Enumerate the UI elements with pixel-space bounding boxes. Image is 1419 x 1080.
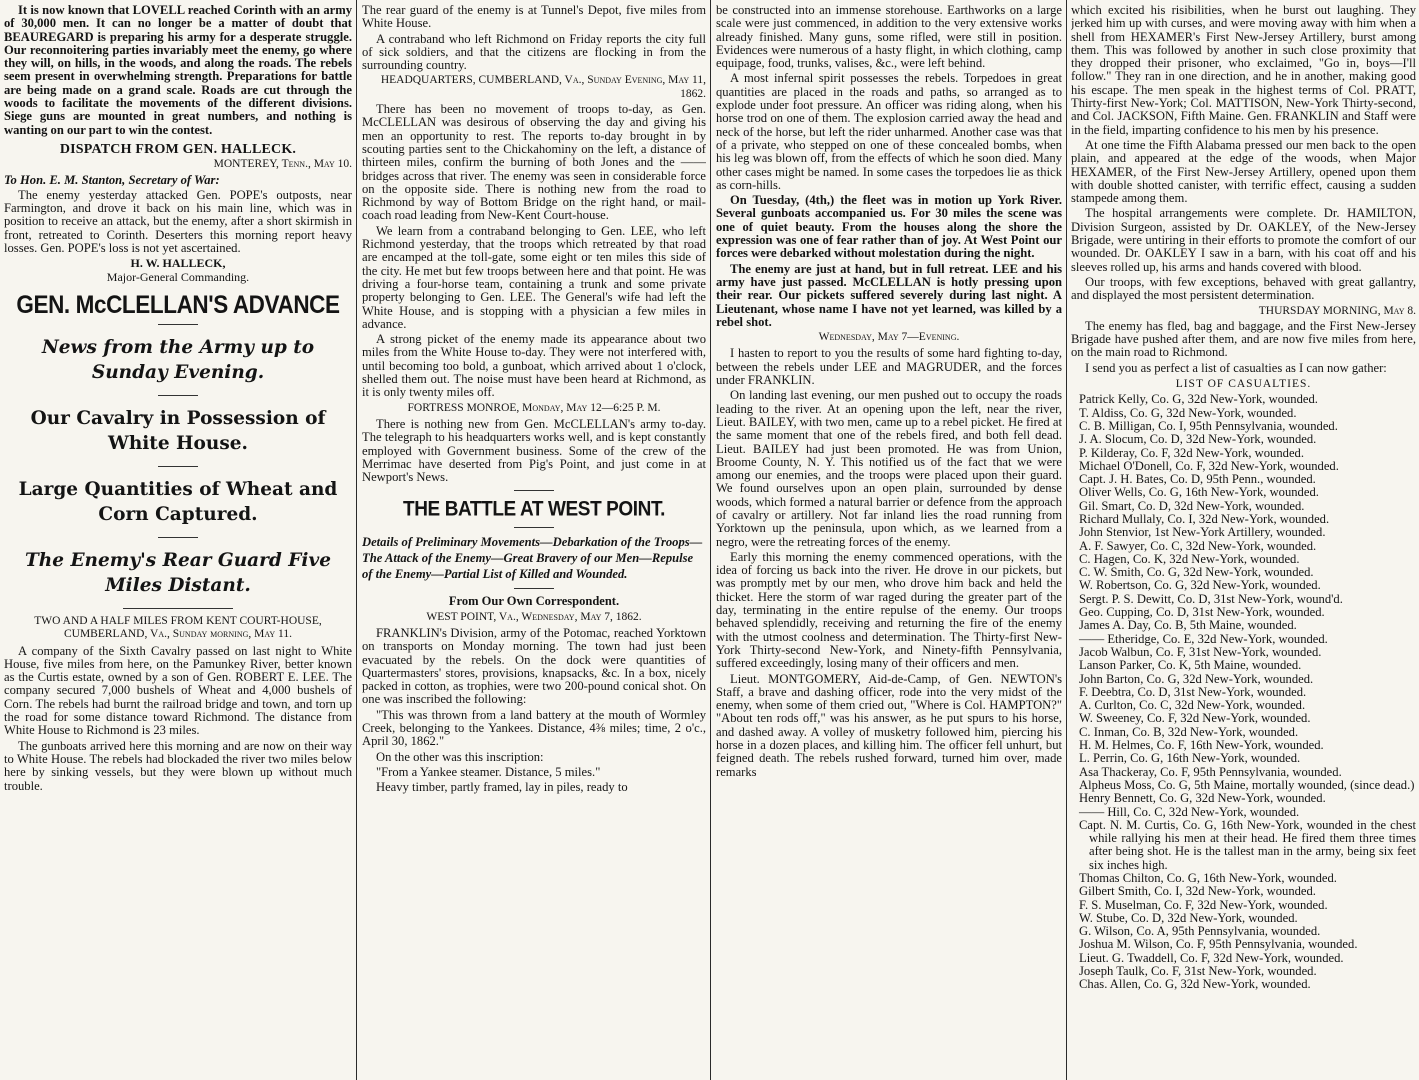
casualty-entry: Patrick Kelly, Co. G, 32d New-York, wounded. [1079, 392, 1318, 407]
article-dateline: WEST POINT, Va., Wednesday, May 7, 1862. [426, 610, 642, 623]
casualty-entry: L. Perrin, Co. G, 16th New-York, wounded. [1079, 751, 1301, 766]
divider [158, 395, 198, 396]
deck-news-from-army: News from the Army up to Sunday Evening. [41, 336, 315, 383]
correspondent-credit: From Our Own Correspondent. [448, 594, 620, 609]
divider [158, 537, 198, 538]
casualty-entry: James A. Day, Co. B, 5th Maine, wounded. [1079, 618, 1297, 633]
casualty-entry: Joseph Taulk, Co. F, 31st New-York, wounded. [1079, 964, 1317, 979]
casualty-entry: Lanson Parker, Co. K, 5th Maine, wounded. [1079, 658, 1302, 673]
dispatch-heading: DISPATCH FROM GEN. HALLECK. [59, 141, 297, 157]
article-dateline: HEADQUARTERS, CUMBERLAND, Va., Sunday Evening, May 11, 1862. [380, 74, 706, 100]
casualty-entry: Thomas Chilton, Co. G, 16th New-York, wounded. [1079, 871, 1337, 885]
divider [158, 324, 198, 325]
divider [123, 608, 233, 609]
article-paragraph: A strong picket of the enemy made its appearance about two miles from the White House to-day. They were not interfered with, until becoming too bold, a gunboat, which arrived about 1 o'clock, shelled them out. The noise must have been heard at Richmond, as it is only twenty miles off. [362, 332, 706, 400]
casualty-entry: Jacob Walbun, Co. F, 31st New-York, wounded. [1079, 644, 1322, 659]
casualty-entry: —— Etheridge, Co. E, 32d New-York, wounded. [1079, 631, 1328, 646]
casualty-entry: A. F. Sawyer, Co. C, 32d New-York, wounded. [1079, 538, 1317, 553]
dispatch-dateline: MONTEREY, Tenn., May 10. [213, 158, 352, 171]
article-paragraph: There has been no movement of troops to-day, as Gen. McCLELLAN was desirous of observing the day and giving his men an opportunity to rest. The reports to-day brought in by scouting parties sent to the Chickahominy on the left, a distance of thirteen miles, confirm the burning of both Jones and the —— bridges across that river. The enemy was seen in considerable force on the opposite side. There is nothing new from the road to Richmond by way of Bottom Bridge on the right hand, or mail-coach road leading from New-Kent Court-house. [362, 102, 706, 223]
column-rule [710, 0, 711, 1080]
article-paragraph: On the other was this inscription: [376, 749, 544, 764]
casualty-list [1071, 393, 1416, 991]
casualty-entry: W. Stube, Co. D, 32d New-York, wounded. [1079, 910, 1298, 925]
casualty-entry: Alpheus Moss, Co. G, 5th Maine, mortally wounded, (since dead.) [1079, 777, 1415, 792]
dispatch-body: The enemy yesterday attacked Gen. POPE's outposts, near Farmington, and drove it back on his main line, which was in position to receive an attack, but the enemy, after a short skirmish in front, retreated to Corinth. Deserters this morning report heavy losses. Gen. POPE's loss is not yet ascertained. [4, 187, 352, 256]
article-paragraph: The enemy has fled, bag and baggage, and the First New-Jersey Brigade have pushed after them, and are now five miles from here, on the main road to Richmond. [1071, 318, 1416, 360]
casualty-entry: Oliver Wells, Co. G, 16th New-York, wounded. [1079, 485, 1319, 500]
article-paragraph: which excited his risibilities, when he burst out laughing. They jerked him up with curses, and were moving away with him when a shell from HEXAMER's First New-Jersey Artillery, burst among them. This was followed by another in such close proximity that they dropped their prisoner, who exclaimed, "Go in, boys—I'll follow." They ran in one direction, and he in another, making good his escape. The men speak in the highest terms of Col. PRATT, Thirty-first New-York; Col. MATTISON, New-York Thirty-second, and Col. JACKSON, Fifth Maine. Gen. FRANKLIN and Staff were in the field, imparting confidence to his men by his presence. [1071, 4, 1416, 137]
article-paragraph: FRANKLIN's Division, army of the Potomac, reached Yorktown on transports on Monday morning. The town had just been evacuated by the rebels. On the dock were quantities of Quartermasters' stores, provisions, knapsacks, &c. In a box, nicely packed in cotton, as trophies, were two 200-pound conical shot. On one was inscribed the following: [362, 625, 706, 707]
casualty-entry: C. Hagen, Co. K, 32d New-York, wounded. [1079, 551, 1300, 566]
article-paragraph: A company of the Sixth Cavalry passed on last night to White House, five miles from here, on the Pamunkey River, better known as the Curtis estate, owned by a son of Gen. ROBERT E. LEE. The company secured 7,000 bushels of Wheat and 4,000 bushels of Corn. The rebels had burnt the railroad bridge and town, and torn up the road for some distance toward Richmond. The distance from White House to Richmond is 23 miles. [4, 643, 352, 738]
article-paragraph: I send you as perfect a list of casualties as I can now gather: [1085, 360, 1387, 375]
article-paragraph: There is nothing new from Gen. McCLELLAN's army to-day. The telegraph to his headquarters works well, and is kept constantly employed with Government business. Some of the crew of the Merrimac have deserted from Pig's Point, and just come in at Newport's News. [362, 416, 706, 485]
casualty-entry: P. Kilderay, Co. F, 32d New-York, wounded. [1079, 445, 1304, 460]
casualty-entry: Geo. Cupping, Co. D, 31st New-York, wounded. [1079, 605, 1325, 620]
article-paragraph: Heavy timber, partly framed, lay in piles, ready to [376, 780, 628, 795]
divider [514, 527, 554, 528]
casualty-entry: A. Curlton, Co. C, 32d New-York, wounded. [1079, 698, 1306, 713]
article-dateline: TWO AND A HALF MILES FROM KENT COURT-HOUSE, CUMBERLAND, Va., Sunday morning, May 11. [34, 614, 322, 641]
article-paragraph: The hospital arrangements were complete. Dr. HAMILTON, Division Surgeon, assisted by Dr. OAKLEY, of the New-Jersey Brigade, were untiring in their efforts to promote the comfort of our wounded. Dr. OAKLEY I saw in a barn, with his coat off and his sleeves rolled up, his arms and hands covered with blood. [1071, 206, 1416, 274]
casualty-entry: G. Wilson, Co. A, 95th Pennsylvania, wounded. [1079, 924, 1321, 939]
article-paragraph: On landing last evening, our men pushed out to occupy the roads leading to the river. At an opening upon the left, near the river, Lieut. BAILEY, with two men, came up to a rebel picket. He fired at the same moment that one of the rebels fired, and both fell dead. Lieut. BAILEY had just been promoted. He was from Union, Broome County, N. Y. This notified us of the fact that we were among our enemies, and the troops were placed upon their guard. We found ourselves upon an open plain, surrounded by dense woods, which formed a natural barrier or defence from the approach of cavalry or artillery. Not far inland lies the road running from Yorktown up the peninsula, upon which, as we learned from a negro, were the retreating forces of the enemy. [716, 388, 1062, 549]
deck-rear-guard: The Enemy's Rear Guard Five Miles Distant. [25, 549, 331, 596]
casualty-entry: Joshua M. Wilson, Co. F, 95th Pennsylvania, wounded. [1079, 937, 1358, 952]
article-paragraph: At one time the Fifth Alabama pressed our men back to the open plain, and appeared at the edge of the woods, when Major HEXAMER, of the First New-Jersey Artillery, opened upon them with double shotted canister, with terrific effect, causing a sudden stampede among them. [1071, 137, 1416, 206]
dispatch-salutation: To Hon. E. M. Stanton, Secretary of War: [4, 172, 220, 187]
article-paragraph: I hasten to report to you the results of some hard fighting to-day, between the rebels under LEE and MAGRUDER, and the forces under FRANKLIN. [716, 346, 1062, 388]
dispatch-signature-title: Major-General Commanding. [106, 269, 250, 284]
column-rule [356, 0, 357, 1080]
casualty-entry: John Stenvior, 1st New-York Artillery, wounded. [1079, 525, 1326, 540]
divider [514, 588, 554, 589]
column-rule [1066, 0, 1067, 1080]
article-paragraph: Early this morning the enemy commenced operations, with the idea of forcing us back into the river. He drove in our pickets, but was promptly met by our men, who drove him back and held the thicket. Here the storm of war raged during the greater part of the day, terminating in the entire repulse of the enemy. Our troops behaved splendidly, receiving and returning the fire of the enemy with the utmost coolness and determination. The Thirty-first New-York Thirty-second New-York, and Ninety-fifth Pennsylvania, suffered exceedingly, losing many of their officers and men. [716, 549, 1062, 671]
deck-wheat-corn: Large Quantities of Wheat and Corn Captured. [18, 478, 338, 525]
casualty-entry: W. Sweeney, Co. F, 32d New-York, wounded. [1079, 711, 1311, 726]
article-paragraph: The enemy are just at hand, but in full retreat. LEE and his army have just passed. McCLELLAN is hotly pressing upon their rear. Our pickets suffered severely during last night. A Lieutenant, whose name I have not yet learned, was killed by a rebel shot. [716, 261, 1062, 329]
casualty-entry: Michael O'Donell, Co. F, 32d New-York, wounded. [1079, 458, 1339, 473]
casualty-entry: C. W. Smith, Co. G, 32d New-York, wounded. [1079, 565, 1314, 580]
casualty-entry: Lieut. G. Twaddell, Co. F, 32d New-York, wounded. [1079, 950, 1344, 965]
intro-paragraph: It is now known that LOVELL reached Corinth with an army of 30,000 men. It can no longer be a matter of doubt that BEAUREGARD is preparing his army for a desperate struggle. Our reconnoitering parties invariably meet the enemy, go where they will, on hills, in the woods, and along the roads. The rebels seem present in overwhelming strength. Preparations for battle are being made on a grand scale. Roads are cut through the woods to facilitate the movements of the different divisions. Siege guns are mounted in great numbers, and nothing is wanting on our part to win the contest. [4, 4, 352, 137]
article-paragraph: A contraband who left Richmond on Friday reports the city full of sick soldiers, and that the citizens are flocking in from the surrounding country. [362, 31, 706, 73]
casualty-entry: C. B. Milligan, Co. I, 95th Pennsylvania, wounded. [1079, 418, 1338, 433]
article-paragraph: We learn from a contraband belonging to Gen. LEE, who left Richmond yesterday, that the troops which retreated by that road are encamped at the toll-gate, some eight or ten miles this side of the city. He met but few troops between here and that point. He was driving a four-horse team, containing a trunk and some private property belonging to Gen. LEE. The General's wife had left the White House, and is stopping with a physician a few miles in advance. [362, 223, 706, 331]
casualty-entry: —— Hill, Co. C, 32d New-York, wounded. [1079, 804, 1300, 819]
casualty-entry: J. A. Slocum, Co. D, 32d New-York, wounded. [1079, 432, 1317, 447]
casualty-entry: Capt. N. M. Curtis, Co. G, 16th New-York, wounded in the chest while rallying his men at their head. He fired them three times after being shot. He is the tallest man in the army, being six feet six inches high. [1079, 817, 1416, 872]
deck-cavalry: Our Cavalry in Possession of White House. [30, 407, 326, 454]
divider [158, 466, 198, 467]
article-dateline: Wednesday, May 7—Evening. [818, 331, 960, 344]
casualty-entry: Henry Bennett, Co. G, 32d New-York, wounded. [1079, 791, 1326, 806]
article-paragraph: The rear guard of the enemy is at Tunnel's Depot, five miles from White House. [362, 4, 706, 31]
casualty-entry: H. M. Helmes, Co. F, 16th New-York, wounded. [1079, 738, 1324, 753]
article-paragraph: be constructed into an immense storehouse. Earthworks on a large scale were just commenced, in addition to the very extensive works already finished. Many guns, some rifled, were still in position. Evidences were numerous of a hasty flight, in which clothing, camp equipage, food, trunks, valises, &c., were left behind. [716, 4, 1062, 71]
main-headline: GEN. McCLELLAN'S ADVANCE [16, 290, 340, 319]
article-paragraph: Lieut. MONTGOMERY, Aid-de-Camp, of Gen. NEWTON's Staff, a brave and dashing officer, rode into the very midst of the enemy, when some of them cried out, "Where is Col. HAMPTON?" "About ten rods off," was his answer, as he put spurs to his horse, and dashed away. A volley of musketry followed him, piercing his horse in a dozen places, and killing him. The officer fell unhurt, but feigned death. The rebels rushed forward, turned him over, made remarks [716, 671, 1062, 779]
quoted-inscription: "This was thrown from a land battery at the mouth of Wormley Creek, belonging to the Yankees. Distance, 4⅜ miles; time, 2 o'c., April 30, 1862." [362, 707, 706, 749]
casualty-entry: Capt. J. H. Bates, Co. D, 95th Penn., wounded. [1079, 472, 1316, 487]
casualty-entry: F. S. Muselman, Co. F, 32d New-York, wounded. [1079, 897, 1328, 912]
article-paragraph: Our troops, with few exceptions, behaved with great gallantry, and displayed the most persistent determination. [1071, 274, 1416, 303]
column-1 [4, 4, 352, 1076]
casualty-list-heading: LIST OF CASUALTIES. [1175, 378, 1312, 391]
casualty-entry: C. Inman, Co. B, 32d New-York, wounded. [1079, 724, 1299, 739]
column-2 [362, 4, 706, 1076]
casualty-entry: F. Deebtra, Co. D, 31st New-York, wounded. [1079, 684, 1307, 699]
dispatch-signature: H. W. HALLECK, [130, 256, 226, 271]
casualty-entry: Asa Thackeray, Co. F, 95th Pennsylvania, wounded. [1079, 764, 1342, 779]
article-paragraph: A most infernal spirit possesses the rebels. Torpedoes in great quantities are placed in the roads and paths, so arranged as to explode under foot pressure. An officer was riding along, when his horse trod on one of them. The explosion carried away the head and neck of the horse, but left the rider unharmed. Another case was that of a private, who stepped on one of these concealed bombs, when his leg was blown off, from the effects of which he soon died. Many other cases might be named. In some cases the torpedoes lie as thick as corn-hills. [716, 71, 1062, 192]
article-dateline: THURSDAY MORNING, May 8. [1258, 304, 1416, 317]
article-dateline: FORTRESS MONROE, Monday, May 12—6:25 P. M. [407, 401, 661, 414]
casualty-entry: Sergt. P. S. Dewitt, Co. D, 31st New-York, wound'd. [1079, 591, 1343, 606]
article-paragraph: On Tuesday, (4th,) the fleet was in motion up York River. Several gunboats accompanied us. For 30 miles the scene was one of quiet beauty. From the houses along the shore the expression was one of fear rather than of joy. At West Point our forces were debarked without molestation during the night. [716, 193, 1062, 261]
column-4 [1071, 4, 1416, 1076]
divider [514, 490, 554, 491]
quoted-inscription: "From a Yankee steamer. Distance, 5 miles." [376, 764, 601, 779]
casualty-entry: T. Aldiss, Co. G, 32d New-York, wounded. [1079, 405, 1297, 420]
battle-subdeck: Details of Preliminary Movements—Debarkation of the Troops—The Attack of the Enemy—Great Bravery of our Men—Repulse of the Enemy—Partial List of Killed and Wounded. [362, 535, 703, 582]
battle-headline: THE BATTLE AT WEST POINT. [403, 498, 665, 522]
casualty-entry: Richard Mullaly, Co. I, 32d New-York, wounded. [1079, 511, 1330, 526]
article-paragraph: The gunboats arrived here this morning and are now on their way to White House. The rebels had blockaded the river two miles below here by sinking vessels, but they were blown up without much trouble. [4, 738, 352, 793]
column-3 [716, 4, 1062, 1076]
casualty-entry: Chas. Allen, Co. G, 32d New-York, wounded. [1079, 977, 1311, 992]
casualty-entry: John Barton, Co. G, 32d New-York, wounded. [1079, 671, 1314, 686]
casualty-entry: Gilbert Smith, Co. I, 32d New-York, wounded. [1079, 884, 1316, 899]
casualty-entry: Gil. Smart, Co. D, 32d New-York, wounded. [1079, 498, 1305, 513]
casualty-entry: W. Robertson, Co. G, 32d New-York, wounded. [1079, 578, 1321, 593]
